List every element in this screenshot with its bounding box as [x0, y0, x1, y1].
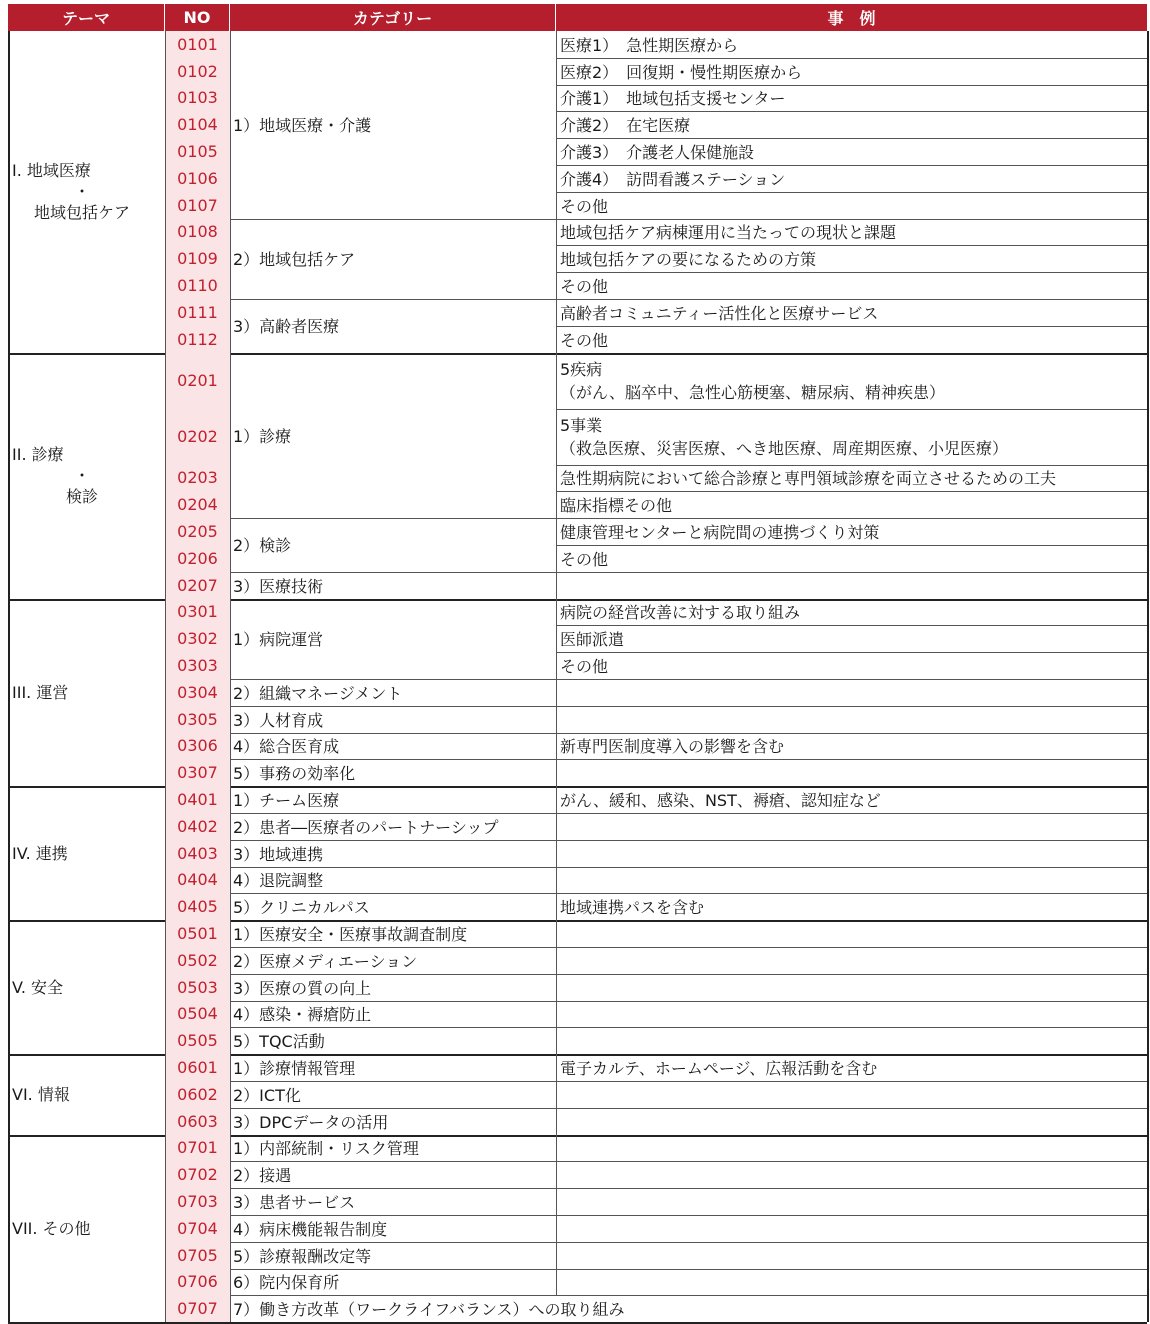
category-cell: 5）TQC活動: [233, 1032, 325, 1052]
example-column-divider: [556, 1242, 557, 1269]
example-cell: 電子カルテ、ホームページ、広報活動を含む: [560, 1059, 878, 1079]
example-cell: [556, 840, 1147, 867]
example-line: （救急医療、災害医療、へき地医療、周産期医療、小児医療）: [560, 438, 1009, 458]
header-example: 事 例: [556, 4, 1147, 31]
example-multiline: [560, 358, 945, 404]
example-cell: 介護1） 地域包括支援センター: [560, 89, 786, 109]
row-number: 0109: [165, 245, 230, 272]
category-cell: 3）地域連携: [233, 844, 324, 864]
row-number: 0202: [165, 409, 230, 465]
example-cell: その他: [560, 549, 609, 569]
example-column-divider: [556, 1188, 557, 1215]
example-cell: [556, 920, 1147, 947]
example-column-divider: [556, 1269, 557, 1296]
category-cell: 2）ICT化: [233, 1085, 301, 1105]
theme-label: [12, 1084, 70, 1105]
example-cell: [556, 1027, 1147, 1054]
example-cell: [556, 759, 1147, 786]
row-number: 0303: [165, 652, 230, 679]
row-number: 0111: [165, 299, 230, 326]
row-number: 0207: [165, 572, 230, 599]
theme-cell: [8, 31, 165, 353]
category-cell: 1）診療情報管理: [233, 1059, 356, 1079]
example-line: 5疾病: [560, 359, 603, 379]
row-number: 0602: [165, 1081, 230, 1108]
category-cell: 4）病床機能報告制度: [233, 1219, 388, 1239]
header-no: NO: [165, 4, 230, 31]
example-cell: その他: [560, 196, 609, 216]
example-cell: [556, 974, 1147, 1001]
row-number: 0102: [165, 58, 230, 85]
row-number: 0201: [165, 353, 230, 409]
theme-line: VI. 情報: [12, 1084, 70, 1104]
example-column-divider: [556, 733, 557, 760]
example-column-divider: [556, 1027, 557, 1054]
example-cell: 医療1） 急性期医療から: [560, 35, 739, 55]
theme-label: [12, 160, 152, 223]
example-cell: 地域連携パスを含む: [560, 898, 705, 918]
row-number: 0504: [165, 1001, 230, 1028]
theme-line: VII. その他: [12, 1218, 91, 1238]
example-column-divider: [556, 518, 557, 572]
row-number: 0106: [165, 165, 230, 192]
category-cell: 5）事務の効率化: [233, 764, 356, 784]
example-cell: [556, 409, 1147, 465]
row-number: 0405: [165, 893, 230, 920]
category-cell: 2）患者―医療者のパートナーシップ: [233, 817, 499, 837]
example-cell: 医療2） 回復期・慢性期医療から: [560, 62, 803, 82]
example-cell: [556, 572, 1147, 599]
example-column-divider: [556, 813, 557, 840]
category-cell: 2）地域包括ケア: [233, 250, 356, 270]
row-number: 0706: [165, 1269, 230, 1296]
theme-label: [12, 682, 68, 703]
example-cell: [556, 706, 1147, 733]
example-cell: [556, 947, 1147, 974]
row-number: 0107: [165, 192, 230, 219]
row-number: 0501: [165, 920, 230, 947]
row-number: 0707: [165, 1295, 230, 1322]
example-cell: 急性期病院において総合診療と専門領域診療を両立させるための工夫: [560, 469, 1057, 489]
example-column-divider: [556, 219, 557, 299]
example-column-divider: [556, 679, 557, 706]
row-number: 0203: [165, 465, 230, 492]
theme-line: ・: [73, 182, 90, 202]
example-cell: 病院の経営改善に対する取り組み: [560, 603, 801, 623]
example-column-divider: [556, 31, 557, 219]
row-number: 0302: [165, 625, 230, 652]
example-cell: がん、緩和、感染、NST、褥瘡、認知症など: [560, 791, 881, 811]
example-cell: 介護4） 訪問看護ステーション: [560, 169, 786, 189]
row-number: 0301: [165, 599, 230, 626]
row-number: 0705: [165, 1242, 230, 1269]
example-line: （がん、脳卒中、急性心筋梗塞、糖尿病、精神疾患）: [560, 382, 945, 402]
example-column-divider: [556, 1081, 557, 1108]
example-column-divider: [556, 706, 557, 733]
example-cell: [556, 867, 1147, 894]
example-cell: [556, 1161, 1147, 1188]
row-number: 0101: [165, 31, 230, 58]
example-column-divider: [556, 893, 557, 920]
example-cell: 地域包括ケア病棟運用に当たっての現状と課題: [560, 223, 897, 243]
header-theme: テーマ: [8, 4, 165, 31]
example-cell: その他: [560, 657, 609, 677]
theme-line: 地域包括ケア: [33, 203, 130, 223]
example-cell: [556, 1081, 1147, 1108]
row-number: 0304: [165, 679, 230, 706]
category-cell: 7）働き方改革（ワークライフバランス）への取り組み: [233, 1300, 625, 1320]
theme-line: I. 地域医療: [12, 161, 91, 181]
example-column-divider: [556, 920, 557, 947]
example-column-divider: [556, 1215, 557, 1242]
example-cell: [556, 1215, 1147, 1242]
row-number: 0702: [165, 1161, 230, 1188]
example-cell: その他: [560, 277, 609, 297]
row-number: 0204: [165, 491, 230, 518]
example-column-divider: [556, 1135, 557, 1162]
category-cell: 3）医療技術: [233, 576, 324, 596]
row-number: 0703: [165, 1188, 230, 1215]
category-cell: 5）クリニカルパス: [233, 898, 370, 918]
table-left-border: [8, 31, 10, 1322]
row-number: 0112: [165, 326, 230, 353]
category-cell: 2）医療メディエーション: [233, 951, 418, 971]
theme-line: II. 診療: [12, 445, 64, 465]
row-number: 0402: [165, 813, 230, 840]
number-column-left-border: [165, 31, 166, 1322]
row-number: 0403: [165, 840, 230, 867]
category-cell: 1）病院運営: [233, 630, 324, 650]
theme-cell: [8, 786, 165, 920]
theme-cell: [8, 1054, 165, 1134]
category-cell: 2）検診: [233, 536, 292, 556]
theme-line: IV. 連携: [12, 843, 68, 863]
row-number: 0704: [165, 1215, 230, 1242]
example-cell: 介護3） 介護老人保健施設: [560, 143, 755, 163]
example-column-divider: [556, 1108, 557, 1135]
example-column-divider: [556, 299, 557, 353]
row-number: 0104: [165, 111, 230, 138]
category-cell: 1）地域医療・介護: [233, 116, 372, 136]
example-column-divider: [556, 840, 557, 867]
theme-cell: [8, 1135, 165, 1323]
header-category: カテゴリー: [230, 4, 556, 31]
example-column-divider: [556, 1001, 557, 1028]
example-column-divider: [556, 974, 557, 1001]
row-number: 0401: [165, 786, 230, 813]
category-cell: 1）チーム医療: [233, 791, 340, 811]
example-cell: 医師派遣: [560, 630, 625, 650]
example-column-divider: [556, 786, 557, 813]
example-multiline: [560, 414, 1008, 460]
theme-cell: [8, 920, 165, 1054]
example-cell: [556, 1135, 1147, 1162]
category-cell: 3）人材育成: [233, 710, 324, 730]
row-number: 0108: [165, 219, 230, 246]
category-cell: 2）接遇: [233, 1166, 292, 1186]
example-cell: その他: [560, 330, 609, 350]
example-column-divider: [556, 759, 557, 786]
example-cell: 高齢者コミュニティー活性化と医療サービス: [560, 303, 879, 323]
example-column-divider: [556, 572, 557, 599]
theme-line: ・: [73, 466, 90, 486]
row-number: 0110: [165, 272, 230, 299]
category-cell: 1）医療安全・医療事故調査制度: [233, 925, 468, 945]
row-number: 0505: [165, 1027, 230, 1054]
row-number: 0206: [165, 545, 230, 572]
category-cell: 2）組織マネージメント: [233, 683, 403, 703]
table-right-border: [1147, 31, 1149, 1322]
example-cell: 健康管理センターと病院間の連携づくり対策: [560, 523, 880, 543]
example-cell: [556, 1269, 1147, 1296]
example-column-divider: [556, 867, 557, 894]
example-cell: [556, 1242, 1147, 1269]
row-number: 0307: [165, 759, 230, 786]
row-number: 0701: [165, 1135, 230, 1162]
example-cell: [556, 1001, 1147, 1028]
theme-label: [12, 977, 63, 998]
category-cell: 4）総合医育成: [233, 737, 340, 757]
row-number: 0603: [165, 1108, 230, 1135]
category-cell: 4）感染・褥瘡防止: [233, 1005, 372, 1025]
example-column-divider: [556, 1054, 557, 1081]
category-cell: 4）退院調整: [233, 871, 324, 891]
category-cell: 3）高齢者医療: [233, 317, 340, 337]
example-column-divider: [556, 353, 557, 519]
example-cell: [556, 1188, 1147, 1215]
category-cell: 3）医療の質の向上: [233, 978, 372, 998]
example-cell: 臨床指標その他: [560, 496, 673, 516]
row-number: 0601: [165, 1054, 230, 1081]
theme-label: [12, 843, 68, 864]
example-cell: 介護2） 在宅医療: [560, 116, 691, 136]
theme-line: V. 安全: [12, 977, 64, 997]
category-cell: 6）院内保育所: [233, 1273, 340, 1293]
row-number: 0502: [165, 947, 230, 974]
example-cell: 新専門医制度導入の影響を含む: [560, 737, 785, 757]
example-line: 5事業: [560, 415, 603, 435]
row-number: 0503: [165, 974, 230, 1001]
category-cell: 3）DPCデータの活用: [233, 1112, 389, 1132]
theme-cell: [8, 353, 165, 599]
row-number: 0306: [165, 733, 230, 760]
row-number: 0105: [165, 138, 230, 165]
row-number: 0205: [165, 518, 230, 545]
theme-label: [12, 444, 152, 507]
example-cell: [556, 1108, 1147, 1135]
category-cell: 1）診療: [233, 426, 292, 446]
row-number: 0404: [165, 867, 230, 894]
example-column-divider: [556, 599, 557, 679]
example-cell: [556, 679, 1147, 706]
theme-line: 検診: [65, 487, 98, 507]
theme-label: [12, 1218, 91, 1239]
example-cell: [556, 353, 1147, 409]
category-cell: 3）患者サービス: [233, 1193, 356, 1213]
example-column-divider: [556, 1161, 557, 1188]
example-cell: 地域包括ケアの要になるための方策: [560, 250, 817, 270]
row-number: 0305: [165, 706, 230, 733]
theme-line: III. 運営: [12, 682, 69, 702]
category-cell: 5）診療報酬改定等: [233, 1246, 372, 1266]
example-cell: [556, 813, 1147, 840]
category-column-left-border: [230, 31, 231, 1322]
category-cell: 1）内部統制・リスク管理: [233, 1139, 419, 1159]
theme-cell: [8, 599, 165, 787]
example-column-divider: [556, 947, 557, 974]
row-number: 0103: [165, 85, 230, 112]
